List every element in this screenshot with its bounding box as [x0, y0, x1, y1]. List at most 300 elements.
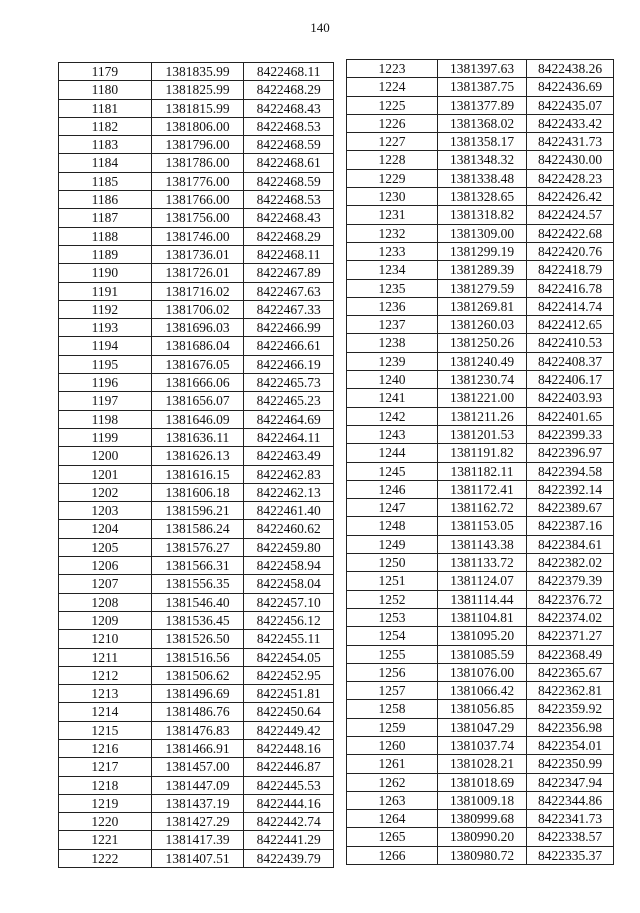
table-row	[59, 794, 334, 812]
point-number-cell: 1179	[59, 63, 152, 81]
table-row	[347, 773, 614, 791]
x-coordinate-cell: 1381676.05	[151, 355, 244, 373]
point-number-cell: 1187	[59, 209, 152, 227]
x-coordinate-cell: 1381766.00	[151, 191, 244, 209]
point-number-cell: 1218	[59, 776, 152, 794]
y-coordinate-cell: 8422435.07	[527, 96, 614, 114]
y-coordinate-cell: 8422347.94	[527, 773, 614, 791]
y-coordinate-cell: 8422439.79	[244, 849, 334, 867]
x-coordinate-cell: 1381486.76	[151, 703, 244, 721]
x-coordinate-cell: 1381746.00	[151, 227, 244, 245]
table-row	[59, 81, 334, 99]
table-row	[347, 151, 614, 169]
point-number-cell: 1254	[347, 627, 438, 645]
y-coordinate-cell: 8422359.92	[527, 700, 614, 718]
point-number-cell: 1219	[59, 794, 152, 812]
table-row	[59, 447, 334, 465]
y-coordinate-cell: 8422468.43	[244, 209, 334, 227]
point-number-cell: 1217	[59, 758, 152, 776]
y-coordinate-cell: 8422451.81	[244, 685, 334, 703]
y-coordinate-cell: 8422387.16	[527, 517, 614, 535]
table-row	[59, 154, 334, 172]
point-number-cell: 1208	[59, 593, 152, 611]
page-number: 140	[310, 20, 330, 35]
coordinates-table-right-body	[347, 60, 614, 865]
point-number-cell: 1199	[59, 428, 152, 446]
x-coordinate-cell: 1381696.03	[151, 319, 244, 337]
point-number-cell: 1194	[59, 337, 152, 355]
table-row	[59, 319, 334, 337]
table-row	[59, 227, 334, 245]
point-number-cell: 1206	[59, 557, 152, 575]
table-row	[59, 758, 334, 776]
x-coordinate-cell: 1381646.09	[151, 410, 244, 428]
table-row	[59, 355, 334, 373]
x-coordinate-cell: 1381133.72	[438, 554, 527, 572]
point-number-cell: 1197	[59, 392, 152, 410]
table-row	[347, 114, 614, 132]
y-coordinate-cell: 8422406.17	[527, 371, 614, 389]
point-number-cell: 1235	[347, 279, 438, 297]
y-coordinate-cell: 8422462.83	[244, 465, 334, 483]
x-coordinate-cell: 1381506.62	[151, 666, 244, 684]
coordinates-table-right	[346, 59, 614, 865]
point-number-cell: 1226	[347, 114, 438, 132]
y-coordinate-cell: 8422452.95	[244, 666, 334, 684]
y-coordinate-cell: 8422466.99	[244, 319, 334, 337]
y-coordinate-cell: 8422461.40	[244, 502, 334, 520]
x-coordinate-cell: 1381095.20	[438, 627, 527, 645]
x-coordinate-cell: 1381616.15	[151, 465, 244, 483]
table-row	[59, 502, 334, 520]
table-row	[59, 849, 334, 867]
x-coordinate-cell: 1381447.09	[151, 776, 244, 794]
x-coordinate-cell: 1381260.03	[438, 316, 527, 334]
table-row	[59, 593, 334, 611]
point-number-cell: 1212	[59, 666, 152, 684]
point-number-cell: 1223	[347, 60, 438, 78]
table-row	[59, 191, 334, 209]
table-row	[59, 611, 334, 629]
y-coordinate-cell: 8422468.53	[244, 117, 334, 135]
y-coordinate-cell: 8422362.81	[527, 682, 614, 700]
point-number-cell: 1264	[347, 810, 438, 828]
table-row	[347, 206, 614, 224]
y-coordinate-cell: 8422446.87	[244, 758, 334, 776]
point-number-cell: 1261	[347, 755, 438, 773]
table-row	[347, 810, 614, 828]
x-coordinate-cell: 1381556.35	[151, 575, 244, 593]
table-row	[347, 279, 614, 297]
y-coordinate-cell: 8422338.57	[527, 828, 614, 846]
table-row	[59, 374, 334, 392]
x-coordinate-cell: 1381706.02	[151, 300, 244, 318]
y-coordinate-cell: 8422466.19	[244, 355, 334, 373]
point-number-cell: 1221	[59, 831, 152, 849]
y-coordinate-cell: 8422371.27	[527, 627, 614, 645]
x-coordinate-cell: 1381309.00	[438, 224, 527, 242]
table-row	[347, 297, 614, 315]
table-row	[347, 316, 614, 334]
x-coordinate-cell: 1381368.02	[438, 114, 527, 132]
table-row	[347, 645, 614, 663]
y-coordinate-cell: 8422365.67	[527, 663, 614, 681]
y-coordinate-cell: 8422424.57	[527, 206, 614, 224]
table-row	[59, 245, 334, 263]
table-row	[347, 535, 614, 553]
x-coordinate-cell: 1381457.00	[151, 758, 244, 776]
x-coordinate-cell: 1381796.00	[151, 136, 244, 154]
point-number-cell: 1248	[347, 517, 438, 535]
x-coordinate-cell: 1381009.18	[438, 791, 527, 809]
x-coordinate-cell: 1381466.91	[151, 739, 244, 757]
x-coordinate-cell: 1381496.69	[151, 685, 244, 703]
table-row	[59, 739, 334, 757]
table-row	[347, 78, 614, 96]
point-number-cell: 1245	[347, 462, 438, 480]
x-coordinate-cell: 1381289.39	[438, 261, 527, 279]
y-coordinate-cell: 8422430.00	[527, 151, 614, 169]
x-coordinate-cell: 1381596.21	[151, 502, 244, 520]
y-coordinate-cell: 8422410.53	[527, 334, 614, 352]
x-coordinate-cell: 1381085.59	[438, 645, 527, 663]
y-coordinate-cell: 8422445.53	[244, 776, 334, 794]
table-row	[59, 685, 334, 703]
table-row	[59, 520, 334, 538]
point-number-cell: 1220	[59, 813, 152, 831]
table-row	[347, 480, 614, 498]
table-row	[59, 282, 334, 300]
y-coordinate-cell: 8422341.73	[527, 810, 614, 828]
table-row	[347, 261, 614, 279]
x-coordinate-cell: 1381526.50	[151, 630, 244, 648]
table-row	[59, 776, 334, 794]
x-coordinate-cell: 1380990.20	[438, 828, 527, 846]
x-coordinate-cell: 1381606.18	[151, 483, 244, 501]
y-coordinate-cell: 8422468.43	[244, 99, 334, 117]
y-coordinate-cell: 8422456.12	[244, 611, 334, 629]
y-coordinate-cell: 8422431.73	[527, 133, 614, 151]
table-row	[59, 666, 334, 684]
y-coordinate-cell: 8422454.05	[244, 648, 334, 666]
y-coordinate-cell: 8422450.64	[244, 703, 334, 721]
x-coordinate-cell: 1381825.99	[151, 81, 244, 99]
y-coordinate-cell: 8422389.67	[527, 499, 614, 517]
point-number-cell: 1214	[59, 703, 152, 721]
y-coordinate-cell: 8422458.04	[244, 575, 334, 593]
y-coordinate-cell: 8422438.26	[527, 60, 614, 78]
y-coordinate-cell: 8422426.42	[527, 188, 614, 206]
x-coordinate-cell: 1381576.27	[151, 538, 244, 556]
y-coordinate-cell: 8422457.10	[244, 593, 334, 611]
x-coordinate-cell: 1381686.04	[151, 337, 244, 355]
point-number-cell: 1225	[347, 96, 438, 114]
table-row	[59, 136, 334, 154]
y-coordinate-cell: 8422403.93	[527, 389, 614, 407]
x-coordinate-cell: 1381182.11	[438, 462, 527, 480]
y-coordinate-cell: 8422455.11	[244, 630, 334, 648]
y-coordinate-cell: 8422448.16	[244, 739, 334, 757]
y-coordinate-cell: 8422382.02	[527, 554, 614, 572]
y-coordinate-cell: 8422414.74	[527, 297, 614, 315]
table-row	[59, 557, 334, 575]
point-number-cell: 1189	[59, 245, 152, 263]
y-coordinate-cell: 8422464.69	[244, 410, 334, 428]
point-number-cell: 1204	[59, 520, 152, 538]
x-coordinate-cell: 1381815.99	[151, 99, 244, 117]
y-coordinate-cell: 8422436.69	[527, 78, 614, 96]
x-coordinate-cell: 1381417.39	[151, 831, 244, 849]
x-coordinate-cell: 1381230.74	[438, 371, 527, 389]
table-row	[59, 538, 334, 556]
x-coordinate-cell: 1381377.89	[438, 96, 527, 114]
x-coordinate-cell: 1381338.48	[438, 169, 527, 187]
x-coordinate-cell: 1381124.07	[438, 572, 527, 590]
table-row	[347, 755, 614, 773]
x-coordinate-cell: 1381056.85	[438, 700, 527, 718]
point-number-cell: 1241	[347, 389, 438, 407]
point-number-cell: 1195	[59, 355, 152, 373]
y-coordinate-cell: 8422396.97	[527, 444, 614, 462]
y-coordinate-cell: 8422356.98	[527, 718, 614, 736]
y-coordinate-cell: 8422368.49	[527, 645, 614, 663]
x-coordinate-cell: 1381666.06	[151, 374, 244, 392]
table-row	[347, 224, 614, 242]
point-number-cell: 1257	[347, 682, 438, 700]
y-coordinate-cell: 8422458.94	[244, 557, 334, 575]
point-number-cell: 1258	[347, 700, 438, 718]
x-coordinate-cell: 1381536.45	[151, 611, 244, 629]
point-number-cell: 1196	[59, 374, 152, 392]
table-row	[347, 389, 614, 407]
x-coordinate-cell: 1381437.19	[151, 794, 244, 812]
x-coordinate-cell: 1381546.40	[151, 593, 244, 611]
y-coordinate-cell: 8422468.29	[244, 227, 334, 245]
y-coordinate-cell: 8422420.76	[527, 242, 614, 260]
table-row	[59, 465, 334, 483]
table-row	[347, 736, 614, 754]
point-number-cell: 1213	[59, 685, 152, 703]
point-number-cell: 1243	[347, 425, 438, 443]
point-number-cell: 1192	[59, 300, 152, 318]
table-row	[347, 96, 614, 114]
table-row	[347, 425, 614, 443]
point-number-cell: 1191	[59, 282, 152, 300]
table-row	[347, 846, 614, 864]
y-coordinate-cell: 8422433.42	[527, 114, 614, 132]
point-number-cell: 1266	[347, 846, 438, 864]
table-row	[347, 627, 614, 645]
point-number-cell: 1234	[347, 261, 438, 279]
point-number-cell: 1236	[347, 297, 438, 315]
point-number-cell: 1230	[347, 188, 438, 206]
x-coordinate-cell: 1381726.01	[151, 264, 244, 282]
point-number-cell: 1215	[59, 721, 152, 739]
y-coordinate-cell: 8422468.11	[244, 245, 334, 263]
point-number-cell: 1186	[59, 191, 152, 209]
table-row	[347, 608, 614, 626]
table-row	[347, 242, 614, 260]
table-row	[347, 371, 614, 389]
point-number-cell: 1203	[59, 502, 152, 520]
x-coordinate-cell: 1381716.02	[151, 282, 244, 300]
table-row	[59, 483, 334, 501]
table-row	[59, 337, 334, 355]
y-coordinate-cell: 8422467.63	[244, 282, 334, 300]
table-row	[347, 663, 614, 681]
x-coordinate-cell: 1381328.65	[438, 188, 527, 206]
point-number-cell: 1231	[347, 206, 438, 224]
y-coordinate-cell: 8422465.73	[244, 374, 334, 392]
point-number-cell: 1229	[347, 169, 438, 187]
y-coordinate-cell: 8422460.62	[244, 520, 334, 538]
x-coordinate-cell: 1381806.00	[151, 117, 244, 135]
table-row	[59, 630, 334, 648]
table-row	[347, 60, 614, 78]
table-row	[59, 721, 334, 739]
point-number-cell: 1260	[347, 736, 438, 754]
x-coordinate-cell: 1381397.63	[438, 60, 527, 78]
y-coordinate-cell: 8422468.61	[244, 154, 334, 172]
y-coordinate-cell: 8422468.11	[244, 63, 334, 81]
point-number-cell: 1209	[59, 611, 152, 629]
point-number-cell: 1239	[347, 352, 438, 370]
table-row	[59, 117, 334, 135]
x-coordinate-cell: 1381037.74	[438, 736, 527, 754]
y-coordinate-cell: 8422442.74	[244, 813, 334, 831]
x-coordinate-cell: 1381143.38	[438, 535, 527, 553]
point-number-cell: 1255	[347, 645, 438, 663]
y-coordinate-cell: 8422464.11	[244, 428, 334, 446]
y-coordinate-cell: 8422376.72	[527, 590, 614, 608]
table-row	[59, 428, 334, 446]
x-coordinate-cell: 1381786.00	[151, 154, 244, 172]
x-coordinate-cell: 1381835.99	[151, 63, 244, 81]
table-row	[347, 188, 614, 206]
y-coordinate-cell: 8422379.39	[527, 572, 614, 590]
y-coordinate-cell: 8422428.23	[527, 169, 614, 187]
x-coordinate-cell: 1381586.24	[151, 520, 244, 538]
table-row	[59, 300, 334, 318]
y-coordinate-cell: 8422335.37	[527, 846, 614, 864]
x-coordinate-cell: 1381211.26	[438, 407, 527, 425]
point-number-cell: 1198	[59, 410, 152, 428]
point-number-cell: 1188	[59, 227, 152, 245]
point-number-cell: 1190	[59, 264, 152, 282]
point-number-cell: 1238	[347, 334, 438, 352]
y-coordinate-cell: 8422394.58	[527, 462, 614, 480]
table-row	[59, 831, 334, 849]
y-coordinate-cell: 8422468.53	[244, 191, 334, 209]
table-row	[347, 499, 614, 517]
table-row	[59, 392, 334, 410]
y-coordinate-cell: 8422384.61	[527, 535, 614, 553]
point-number-cell: 1222	[59, 849, 152, 867]
point-number-cell: 1227	[347, 133, 438, 151]
x-coordinate-cell: 1381104.81	[438, 608, 527, 626]
table-row	[59, 264, 334, 282]
point-number-cell: 1242	[347, 407, 438, 425]
x-coordinate-cell: 1381191.82	[438, 444, 527, 462]
point-number-cell: 1184	[59, 154, 152, 172]
coordinates-table-left-body	[59, 63, 334, 868]
point-number-cell: 1216	[59, 739, 152, 757]
point-number-cell: 1224	[347, 78, 438, 96]
x-coordinate-cell: 1381656.07	[151, 392, 244, 410]
table-row	[347, 554, 614, 572]
y-coordinate-cell: 8422468.29	[244, 81, 334, 99]
y-coordinate-cell: 8422350.99	[527, 755, 614, 773]
y-coordinate-cell: 8422354.01	[527, 736, 614, 754]
point-number-cell: 1210	[59, 630, 152, 648]
table-row	[59, 410, 334, 428]
point-number-cell: 1265	[347, 828, 438, 846]
point-number-cell: 1246	[347, 480, 438, 498]
x-coordinate-cell: 1381114.44	[438, 590, 527, 608]
x-coordinate-cell: 1381066.42	[438, 682, 527, 700]
point-number-cell: 1207	[59, 575, 152, 593]
point-number-cell: 1263	[347, 791, 438, 809]
point-number-cell: 1251	[347, 572, 438, 590]
point-number-cell: 1201	[59, 465, 152, 483]
x-coordinate-cell: 1381299.19	[438, 242, 527, 260]
x-coordinate-cell: 1381358.17	[438, 133, 527, 151]
x-coordinate-cell: 1381626.13	[151, 447, 244, 465]
table-row	[347, 334, 614, 352]
table-row	[59, 648, 334, 666]
x-coordinate-cell: 1380999.68	[438, 810, 527, 828]
y-coordinate-cell: 8422467.89	[244, 264, 334, 282]
point-number-cell: 1200	[59, 447, 152, 465]
point-number-cell: 1237	[347, 316, 438, 334]
table-row	[347, 572, 614, 590]
x-coordinate-cell: 1381407.51	[151, 849, 244, 867]
y-coordinate-cell: 8422463.49	[244, 447, 334, 465]
x-coordinate-cell: 1381153.05	[438, 517, 527, 535]
x-coordinate-cell: 1381348.32	[438, 151, 527, 169]
table-row	[347, 682, 614, 700]
table-row	[59, 209, 334, 227]
y-coordinate-cell: 8422441.29	[244, 831, 334, 849]
y-coordinate-cell: 8422418.79	[527, 261, 614, 279]
table-row	[347, 444, 614, 462]
table-row	[347, 590, 614, 608]
table-row	[347, 133, 614, 151]
point-number-cell: 1228	[347, 151, 438, 169]
x-coordinate-cell: 1381387.75	[438, 78, 527, 96]
point-number-cell: 1183	[59, 136, 152, 154]
x-coordinate-cell: 1381018.69	[438, 773, 527, 791]
y-coordinate-cell: 8422408.37	[527, 352, 614, 370]
y-coordinate-cell: 8422416.78	[527, 279, 614, 297]
table-row	[347, 407, 614, 425]
x-coordinate-cell: 1381162.72	[438, 499, 527, 517]
y-coordinate-cell: 8422468.59	[244, 136, 334, 154]
point-number-cell: 1233	[347, 242, 438, 260]
y-coordinate-cell: 8422392.14	[527, 480, 614, 498]
x-coordinate-cell: 1381250.26	[438, 334, 527, 352]
y-coordinate-cell: 8422459.80	[244, 538, 334, 556]
table-row	[347, 791, 614, 809]
x-coordinate-cell: 1381476.83	[151, 721, 244, 739]
point-number-cell: 1253	[347, 608, 438, 626]
x-coordinate-cell: 1381636.11	[151, 428, 244, 446]
point-number-cell: 1262	[347, 773, 438, 791]
point-number-cell: 1211	[59, 648, 152, 666]
point-number-cell: 1185	[59, 172, 152, 190]
y-coordinate-cell: 8422465.23	[244, 392, 334, 410]
x-coordinate-cell: 1381172.41	[438, 480, 527, 498]
